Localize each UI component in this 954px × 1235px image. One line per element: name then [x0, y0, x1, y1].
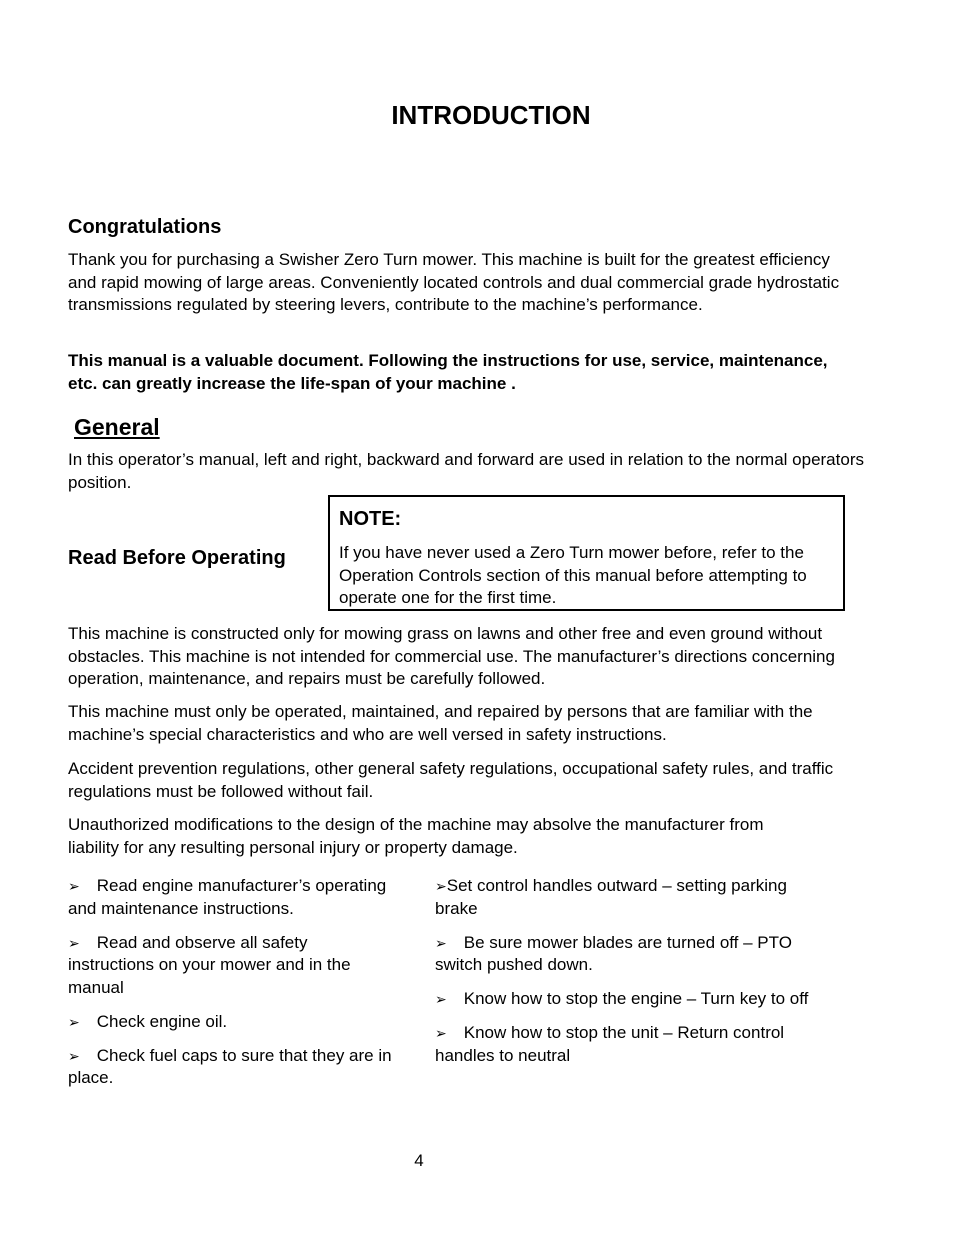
note-title: NOTE: [339, 508, 402, 530]
general-heading: General [74, 414, 160, 440]
usage-paragraph: This machine is constructed only for mowing grass on lawns and other free and even ground without obstacles. This machine is not intended for commercial use. The manufacturer’s directions concerning operation, maintenance, and repairs must be carefully followed. [68, 624, 835, 688]
list-item [68, 932, 398, 1000]
arrow-bullet-icon: ➢ [435, 934, 447, 951]
operators-paragraph: This machine must only be operated, maintained, and repaired by persons that are familiar with the machine’s special characteristics and who are well versed in safety instructions. [68, 702, 813, 744]
checklist-right [435, 875, 830, 1079]
list-item [68, 1045, 398, 1090]
congratulations-heading: Congratulations [68, 216, 222, 238]
page-title: INTRODUCTION [391, 100, 591, 130]
modifications-paragraph: Unauthorized modifications to the design of the machine may absolve the manufacturer from liability for any resulting personal injury or property damage. [68, 815, 764, 857]
list-item-text: Know how to stop the engine – Turn key to off [463, 989, 809, 1008]
list-item [435, 988, 830, 1011]
list-item [68, 1011, 398, 1034]
list-item [435, 1022, 830, 1067]
arrow-bullet-icon: ➢ [435, 991, 447, 1007]
note-text: If you have never used a Zero Turn mower before, refer to the Operation Controls section of this manual before attempting to operate one for the first time. [339, 543, 807, 607]
regulations-paragraph: Accident prevention regulations, other general safety regulations, occupational safety rules, and traffic regulations must be followed without fail. [68, 759, 834, 801]
list-item-text: Be sure mower blades are turned off – PTO switch pushed down. [435, 932, 792, 974]
list-item [68, 875, 398, 920]
page-number: 4 [414, 1151, 424, 1170]
manual-value-paragraph: This manual is a valuable document. Following the instructions for use, service, maintenance, etc. can greatly increase the life-span of your machine . [68, 351, 828, 393]
list-item-text: Check engine oil. [96, 1011, 228, 1031]
list-item-text: Read engine manufacturer’s operating and maintenance instructions. [68, 876, 387, 918]
arrow-bullet-icon: ➢ [68, 934, 80, 951]
list-item-text: Set control handles outward – setting parking brake [435, 876, 787, 918]
arrow-bullet-icon: ➢ [68, 1013, 80, 1030]
read-before-operating-heading: Read Before Operating [68, 547, 286, 569]
list-item [435, 932, 830, 977]
list-item-text: Know how to stop the unit – Return control handles to neutral [435, 1023, 785, 1065]
note-box [328, 495, 845, 611]
arrow-bullet-icon: ➢ [68, 1047, 80, 1064]
list-item [435, 875, 830, 920]
list-item-text: Read and observe all safety instructions on your mower and in the manual [68, 932, 351, 997]
congratulations-paragraph: Thank you for purchasing a Swisher Zero Turn mower. This machine is built for the greatest efficiency and rapid mowing of large areas. Conveniently located controls and dual commercial grade hydrostatic transmissions regulated by steering levers, contribute to the machine’s performance. [68, 250, 840, 314]
arrow-bullet-icon: ➢ [68, 878, 80, 894]
arrow-bullet-icon: ➢ [435, 878, 447, 894]
checklist-left [68, 875, 398, 1101]
general-paragraph: In this operator’s manual, left and right, backward and forward are used in relation to the normal operators position. [68, 450, 864, 492]
list-item-text: Check fuel caps to sure that they are in place. [68, 1045, 392, 1087]
arrow-bullet-icon: ➢ [435, 1025, 447, 1041]
